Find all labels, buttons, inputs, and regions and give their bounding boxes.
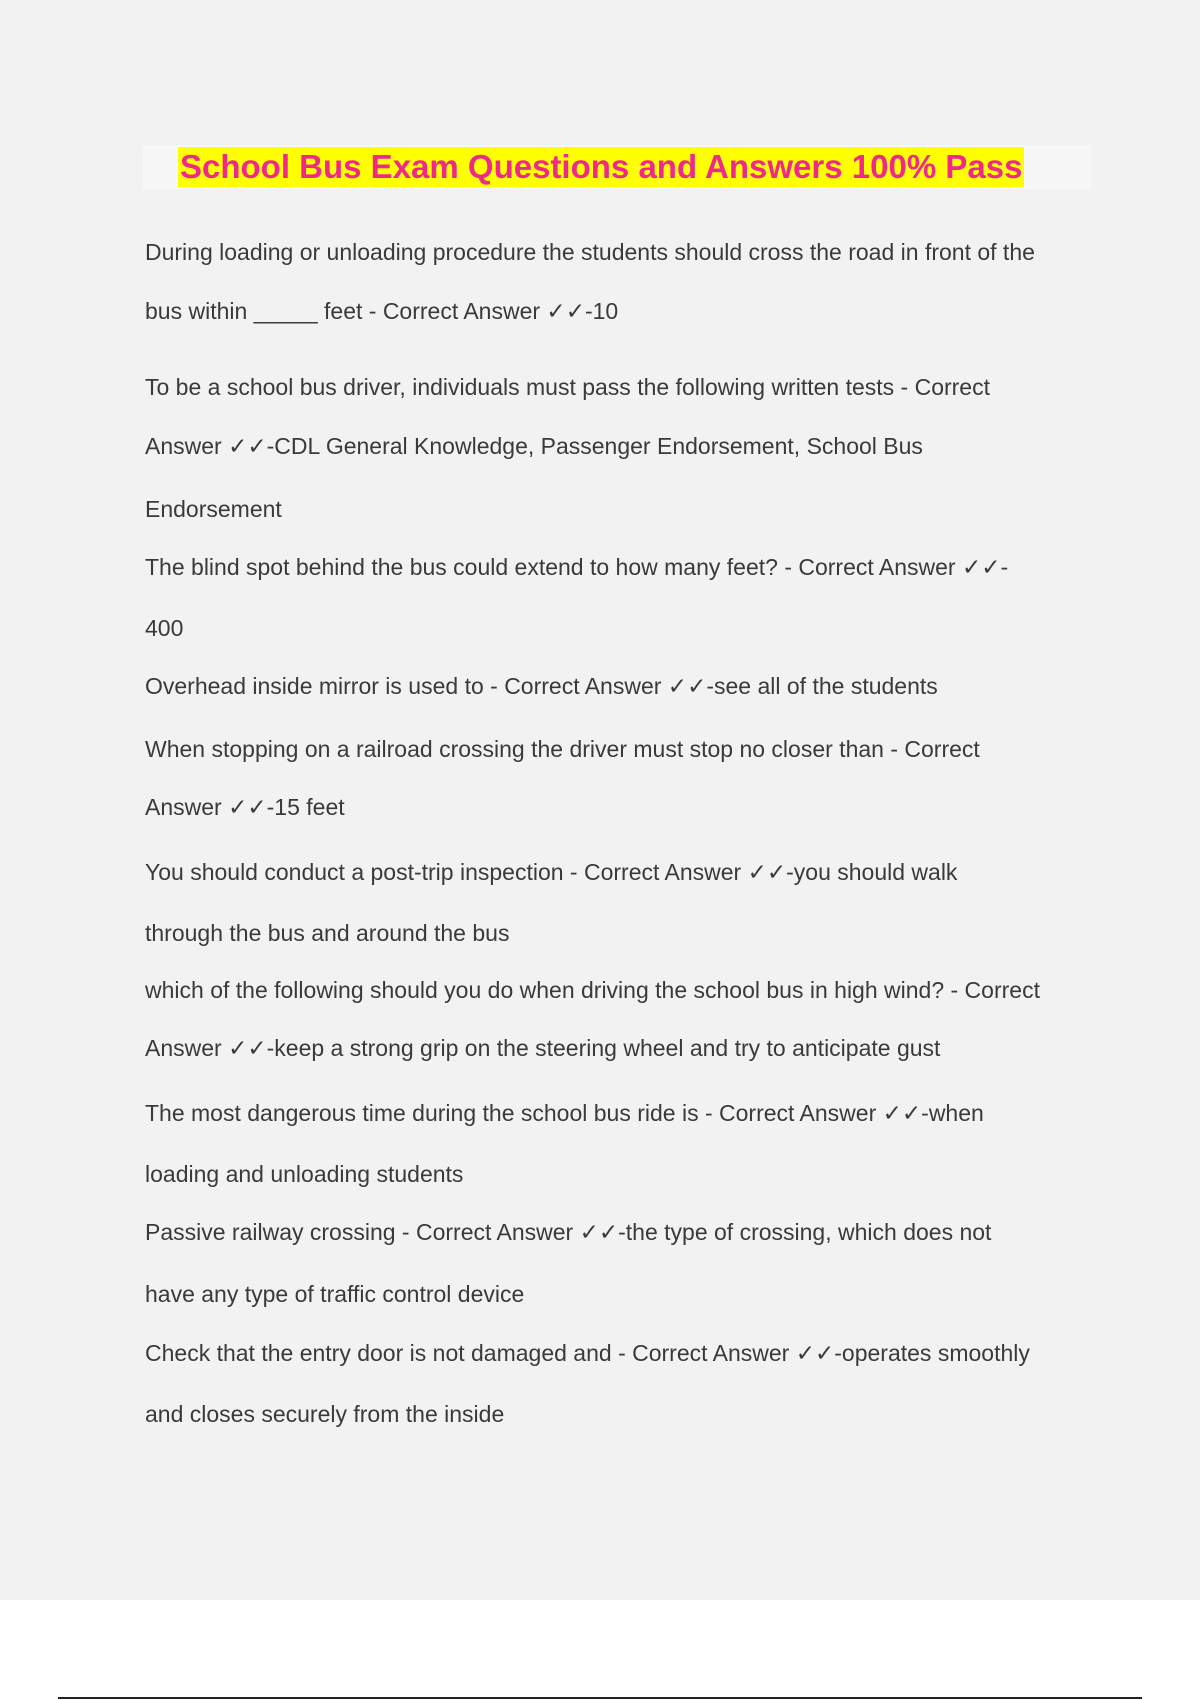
text-line: Answer ✓✓-keep a strong grip on the steering wheel and try to anticipate gust — [145, 1035, 941, 1061]
text-line: Answer ✓✓-15 feet — [145, 794, 345, 820]
text-line: To be a school bus driver, individuals must pass the following written tests - Correct — [145, 374, 990, 400]
footer-divider — [58, 1697, 1142, 1699]
text-line: During loading or unloading procedure the students should cross the road in front of the — [145, 239, 1035, 265]
text-line: 400 — [145, 615, 184, 641]
text-line: You should conduct a post-trip inspection - Correct Answer ✓✓-you should walk — [145, 859, 958, 885]
text-line: have any type of traffic control device — [145, 1281, 525, 1307]
text-line: through the bus and around the bus — [145, 920, 510, 946]
text-line: Check that the entry door is not damaged and - Correct Answer ✓✓-operates smoothly — [145, 1340, 1030, 1366]
text-line: Answer ✓✓-CDL General Knowledge, Passenger Endorsement, School Bus — [145, 433, 923, 459]
text-line: The most dangerous time during the school bus ride is - Correct Answer ✓✓-when — [145, 1100, 984, 1126]
text-line: When stopping on a railroad crossing the driver must stop no closer than - Correct — [145, 736, 980, 762]
text-line: bus within _____ feet - Correct Answer ✓✓-10 — [145, 298, 619, 324]
text-line: Endorsement — [145, 496, 282, 522]
text-line: The blind spot behind the bus could extend to how many feet? - Correct Answer ✓✓- — [145, 554, 1009, 580]
document-title: School Bus Exam Questions and Answers 100% Pass — [180, 148, 1023, 185]
text-line: and closes securely from the inside — [145, 1401, 505, 1427]
text-line: which of the following should you do when driving the school bus in high wind? - Correct — [145, 977, 1040, 1003]
text-line: Overhead inside mirror is used to - Correct Answer ✓✓-see all of the students — [145, 673, 938, 699]
text-line: loading and unloading students — [145, 1161, 464, 1187]
text-line: Passive railway crossing - Correct Answer ✓✓-the type of crossing, which does not — [145, 1219, 992, 1245]
